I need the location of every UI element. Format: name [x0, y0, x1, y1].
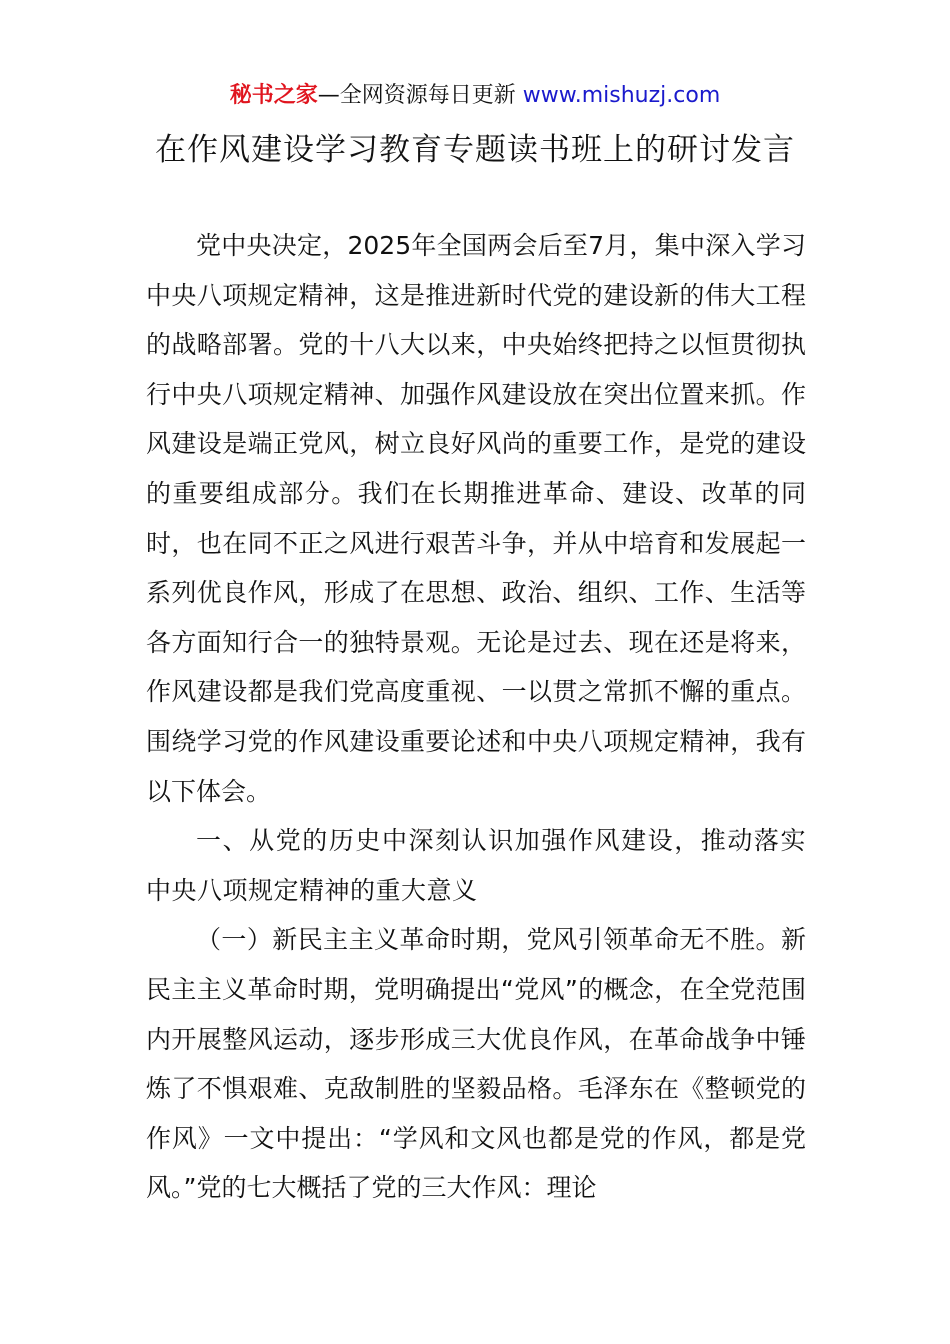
site-url[interactable]: www.mishuzj.com	[522, 83, 721, 108]
document-body	[146, 221, 806, 1213]
site-brand: 秘书之家	[229, 83, 318, 108]
document-title: 在作风建设学习教育专题读书班上的研讨发言	[155, 132, 795, 168]
site-header	[0, 80, 950, 112]
paragraph-section-1-1: （一）新民主主义革命时期，党风引领革命无不胜。新民主主义革命时期，党明确提出“党风”的概念，在全党范围内开展整风运动，逐步形成三大优良作风，在革命战争中锤炼了不惧艰难、克敌制胜的坚毅品格。毛泽东在《整顿党的作风》一文中提出：“学风和文风也都是党的作风，都是党风。”党的七大概括了党的三大作风：理论	[146, 925, 806, 1203]
site-tagline: —全网资源每日更新	[317, 83, 523, 108]
paragraph-intro: 党中央决定，2025年全国两会后至7月，集中深入学习中央八项规定精神，这是推进新时代党的建设新的伟大工程的战略部署。党的十八大以来，中央始终把持之以恒贯彻执行中央八项规定精神、加强作风建设放在突出位置来抓。作风建设是端正党风，树立良好风尚的重要工作，是党的建设的重要组成部分。我们在长期推进革命、建设、改革的同时，也在同不正之风进行艰苦斗争，并从中培育和发展起一系列优良作风，形成了在思想、政治、组织、工作、生活等各方面知行合一的独特景观。无论是过去、现在还是将来，作风建设都是我们党高度重视、一以贯之常抓不懈的重点。围绕学习党的作风建设重要论述和中央八项规定精神，我有以下体会。	[146, 231, 806, 806]
section-heading-1: 一、从党的历史中深刻认识加强作风建设，推动落实中央八项规定精神的重大意义	[146, 826, 806, 905]
